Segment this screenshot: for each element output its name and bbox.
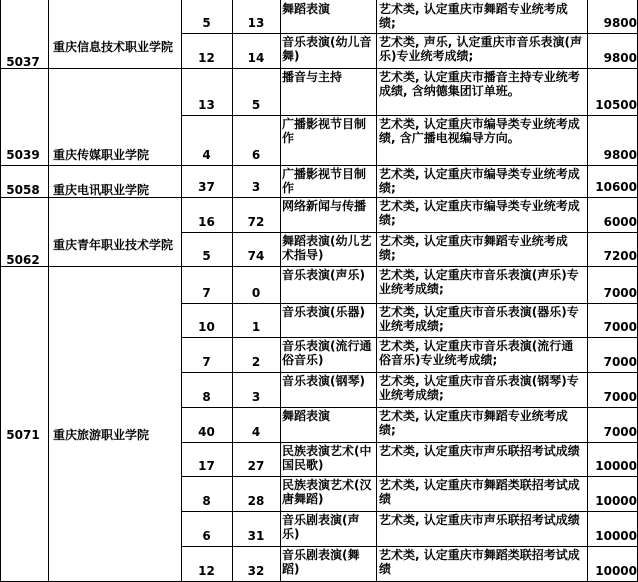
major-code: 3	[251, 390, 261, 404]
tuition-fee: 6000	[603, 215, 637, 229]
tuition-fee: 9800	[603, 51, 637, 65]
major-code: 1	[251, 320, 261, 334]
remark: 艺术类, 认定重庆市音乐表演(钢琴)专业统考成绩;	[379, 374, 579, 402]
school-name: 重庆旅游职业学院	[53, 428, 150, 442]
major-name: 民族表演艺术(汉唐舞蹈)	[282, 478, 372, 506]
tuition-fee: 7000	[603, 286, 637, 300]
tuition-fee: 10000	[595, 529, 637, 543]
remark: 艺术类, 认定重庆市舞蹈专业统考成绩;	[379, 2, 568, 30]
grid-line	[181, 266, 638, 267]
tuition-fee: 7000	[603, 390, 637, 404]
school-name: 重庆青年职业技术学院	[53, 238, 174, 252]
major-code: 6	[251, 148, 261, 162]
grid-line	[181, 232, 638, 233]
major-code: 0	[251, 286, 261, 300]
tuition-fee: 7000	[603, 425, 637, 439]
remark: 艺术类, 认定重庆市编导类专业统考成绩;	[379, 199, 580, 227]
major-name: 音乐表演(钢琴)	[282, 374, 365, 388]
major-code: 3	[251, 180, 261, 194]
grid-line	[181, 442, 638, 443]
grid-line	[181, 546, 638, 547]
plan-count: 17	[198, 459, 215, 473]
grid-line	[0, 0, 1, 582]
tuition-fee: 10500	[595, 98, 637, 112]
grid-line	[181, 33, 638, 34]
grid-line	[48, 0, 49, 582]
major-name: 网络新闻与传播	[282, 199, 367, 213]
school-name: 重庆传媒职业学院	[53, 148, 150, 162]
school-code: 5071	[6, 428, 40, 442]
grid-line	[376, 0, 377, 582]
grid-line	[181, 303, 638, 304]
major-name: 广播影视节目制作	[282, 117, 367, 145]
grid-line	[0, 197, 182, 198]
tuition-fee: 7000	[603, 320, 637, 334]
major-code: 14	[247, 51, 265, 65]
plan-count: 7	[202, 286, 211, 300]
major-name: 舞蹈表演	[282, 2, 331, 16]
major-code: 5	[251, 98, 261, 112]
grid-line	[181, 337, 638, 338]
major-name: 音乐表演(流行通俗音乐)	[282, 339, 372, 367]
major-name: 广播影视节目制作	[282, 167, 367, 195]
major-code: 31	[247, 529, 265, 543]
plan-count: 4	[202, 148, 211, 162]
plan-count: 37	[198, 180, 215, 194]
remark: 艺术类, 认定重庆市编导类专业统考成绩;	[379, 167, 580, 195]
remark: 艺术类, 认定重庆市舞蹈专业统考成绩;	[379, 409, 568, 437]
major-code: 74	[247, 249, 265, 263]
grid-line	[181, 68, 638, 69]
grid-line	[181, 476, 638, 477]
tuition-fee: 9800	[603, 16, 637, 30]
major-name: 播音与主持	[282, 70, 343, 84]
major-code: 2	[251, 355, 261, 369]
major-code: 4	[251, 425, 261, 439]
remark: 艺术类, 认定重庆市声乐联招考试成绩	[379, 513, 580, 527]
remark: 艺术类, 认定重庆市声乐联招考试成绩	[379, 444, 580, 458]
grid-line	[181, 372, 638, 373]
major-code: 32	[247, 564, 265, 578]
grid-line	[181, 511, 638, 512]
plan-count: 5	[202, 16, 211, 30]
major-name: 音乐表演(声乐)	[282, 268, 365, 282]
remark: 艺术类, 认定重庆市播音主持专业统考成绩, 含纳德集团订单班。	[379, 70, 580, 98]
plan-count: 8	[202, 390, 211, 404]
remark: 艺术类, 认定重庆市舞蹈类联招考试成绩	[379, 478, 580, 506]
major-name: 舞蹈表演(幼儿艺术指导)	[282, 234, 372, 262]
major-name: 舞蹈表演	[282, 409, 331, 423]
major-name: 音乐剧表演(舞蹈)	[282, 548, 360, 576]
plan-count: 6	[202, 529, 211, 543]
major-name: 音乐剧表演(声乐)	[282, 513, 360, 541]
remark: 艺术类, 认定重庆市音乐表演(流行通俗音乐)专业统考成绩;	[379, 339, 574, 367]
tuition-fee: 10000	[595, 494, 637, 508]
school-code: 5062	[6, 253, 40, 267]
plan-count: 7	[202, 355, 211, 369]
major-name: 音乐表演(幼儿音舞)	[282, 35, 372, 63]
school-name: 重庆电讯职业学院	[53, 183, 150, 197]
remark: 艺术类, 认定重庆市音乐表演(声乐)专业统考成绩;	[379, 268, 579, 296]
school-code: 5039	[6, 148, 40, 162]
school-code: 5058	[6, 183, 40, 197]
remark: 艺术类, 认定重庆市舞蹈类联招考试成绩	[379, 548, 580, 576]
major-code: 28	[247, 494, 265, 508]
plan-count: 10	[198, 320, 215, 334]
plan-count: 5	[202, 249, 211, 263]
remark: 艺术类, 认定重庆市编导类专业统考成绩, 含广播电视编导方向。	[379, 117, 580, 145]
grid-line	[181, 115, 638, 116]
tuition-fee: 10000	[595, 564, 637, 578]
tuition-fee: 9800	[603, 148, 637, 162]
plan-count: 16	[198, 215, 215, 229]
grid-line	[587, 0, 588, 582]
plan-count: 12	[198, 564, 215, 578]
plan-count: 13	[198, 98, 215, 112]
grid-line	[181, 165, 638, 166]
tuition-fee: 10600	[595, 180, 637, 194]
major-code: 13	[247, 16, 265, 30]
remark: 艺术类, 认定重庆市音乐表演(器乐)专业统考成绩;	[379, 305, 579, 333]
plan-count: 40	[198, 425, 215, 439]
remark: 艺术类, 认定重庆市舞蹈专业统考成绩;	[379, 234, 568, 262]
grid-line	[280, 0, 281, 582]
grid-line	[0, 165, 182, 166]
tuition-fee: 7200	[603, 249, 637, 263]
school-code: 5037	[6, 55, 40, 69]
grid-line	[181, 407, 638, 408]
major-name: 民族表演艺术(中国民歌)	[282, 444, 372, 472]
major-code: 72	[247, 215, 265, 229]
tuition-fee: 7000	[603, 355, 637, 369]
plan-count: 8	[202, 494, 211, 508]
major-code: 27	[247, 459, 265, 473]
plan-count: 12	[198, 51, 215, 65]
major-name: 音乐表演(乐器)	[282, 305, 365, 319]
tuition-fee: 10000	[595, 459, 637, 473]
remark: 艺术类, 声乐, 认定重庆市音乐表演(声乐)专业统考成绩;	[379, 35, 582, 63]
grid-line	[181, 197, 638, 198]
school-name: 重庆信息技术职业学院	[53, 40, 174, 54]
